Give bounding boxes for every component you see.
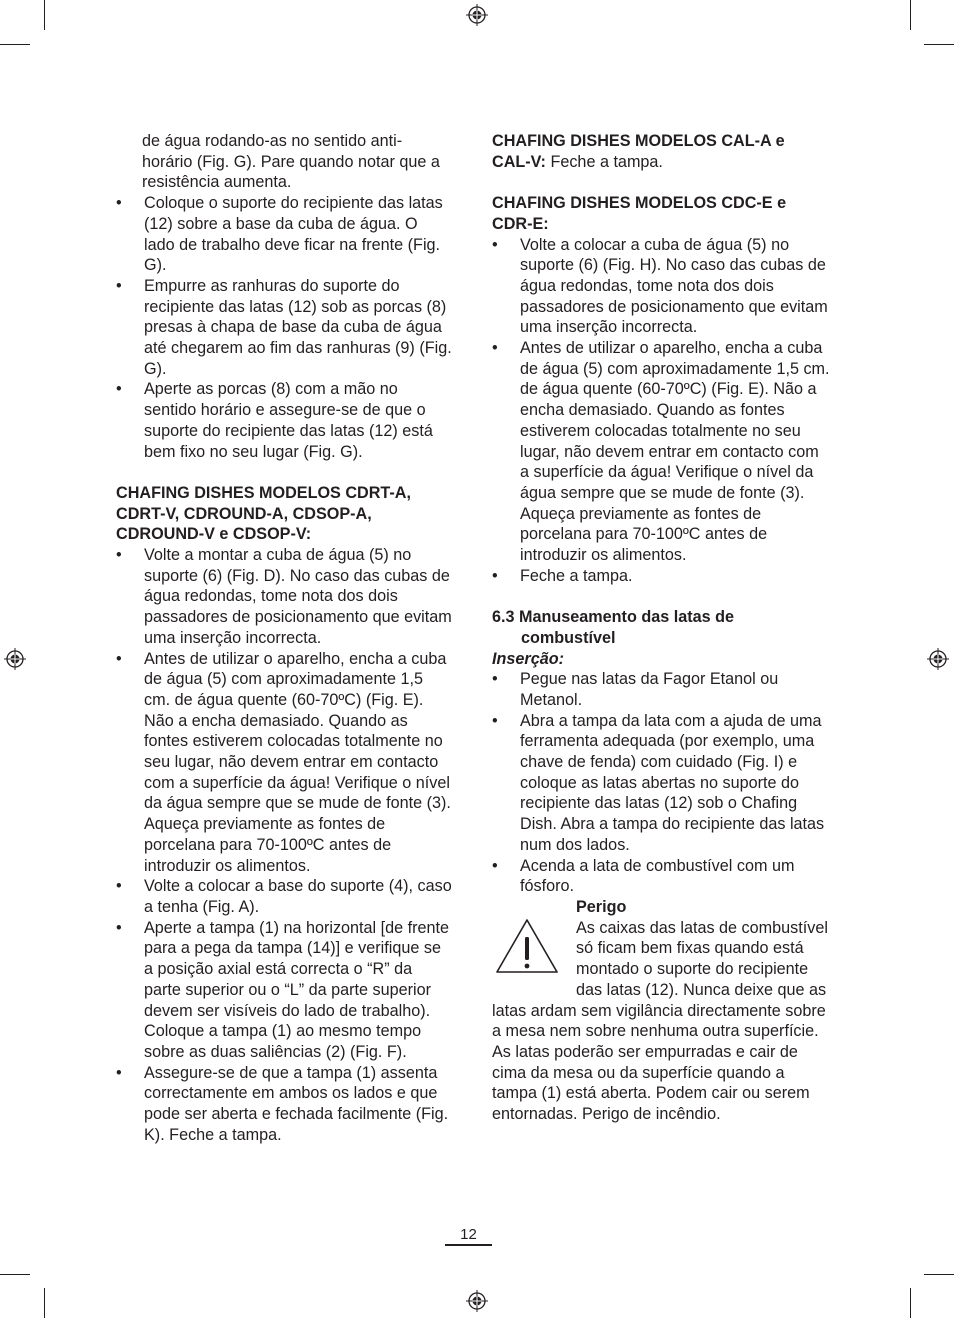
bullet: • bbox=[492, 566, 498, 585]
warning-text: As caixas das latas de combustível só ficam bem fixas quando está montado o suporte do recipiente das latas (12). Nunca deixe que as latas ardam sem vigilância directamente sobre a mesa nem sobre nenhuma outra superfície. As latas poderão ser empurradas e cair de cima da mesa ou da superfície quando a tampa (1) está aberta. Podem cair ou serem entornadas. Perigo de incêndio. bbox=[492, 918, 828, 1124]
registration-mark-icon bbox=[927, 648, 949, 670]
list-item: • Volte a colocar a cuba de água (5) no suporte (6) (Fig. H). No caso das cubas de água redondas, tome nota dos dois passadores de posicionamento que evitam uma inserção incorrecta. bbox=[492, 235, 828, 337]
cal-text: Feche a tampa. bbox=[545, 152, 663, 171]
list-item: • Acenda a lata de combustível com um fósforo. bbox=[492, 856, 795, 896]
warning-block bbox=[492, 897, 830, 1125]
list-item: • Volte a colocar a base do suporte (4), caso a tenha (Fig. A). bbox=[116, 877, 452, 916]
crop-mark bbox=[910, 0, 911, 30]
list-item: • Antes de utilizar o aparelho, encha a cuba de água (5) com aproximadamente 1,5 cm. de água quente (60-70ºC) (Fig. E). Não a encha demasiado. Quando as fontes estiverem colocadas totalmente no seu lugar, não devem entrar em contacto com a superfície da água! Verifique o nível da água sempre que se mude de fonte (3). Aqueça previamente as fontes de porcelana para 70-100ºC antes de introduzir os alimentos. bbox=[492, 339, 830, 565]
section-heading: CHAFING DISHES MODELOS CDRT-A, CDRT-V, CDROUND-A, CDSOP-A, CDROUND-V e CDSOP-V: bbox=[116, 483, 411, 544]
left-column bbox=[116, 131, 452, 1145]
list-item: • Empurre as ranhuras do suporte do recipiente das latas (12) sob as porcas (8) presas à chapa de base da cuba de água até chegarem ao fim das ranhuras (9) (Fig. G). bbox=[116, 276, 452, 378]
bullet: • bbox=[116, 649, 122, 668]
warning-title: Perigo bbox=[576, 897, 627, 916]
bullet: • bbox=[492, 339, 498, 358]
registration-mark-icon bbox=[466, 4, 488, 26]
bullet: • bbox=[116, 194, 122, 213]
cal-paragraph bbox=[492, 131, 830, 172]
crop-mark bbox=[44, 1288, 45, 1318]
list-item: • Aperte as porcas (8) com a mão no sentido horário e assegure-se de que o suporte do recipiente das latas (12) está bem fixo no seu lugar (Fig. G). bbox=[116, 380, 433, 461]
bullet: • bbox=[116, 877, 122, 896]
list-item: • Assegure-se de que a tampa (1) assenta correctamente em ambos os lados e que pode ser aberta e fechada facilmente (Fig. K). Feche a tampa. bbox=[116, 1063, 449, 1144]
bullet: • bbox=[492, 235, 498, 254]
list-item: • Antes de utilizar o aparelho, encha a cuba de água (5) com aproximadamente 1,5 cm. de água quente (60-70ºC) (Fig. E). Não a encha demasiado. Quando as fontes estiverem colocadas totalmente no seu lugar, não devem entrar em contacto com a superfície da água! Verifique o nível da água sempre que se mude de fonte (3). Aqueça previamente as fontes de porcelana para 70-100ºC antes de introduzir os alimentos. bbox=[116, 649, 451, 875]
bullet: • bbox=[492, 670, 498, 689]
page-number: 12 bbox=[460, 1226, 477, 1243]
bullet: • bbox=[492, 711, 498, 730]
bullet: • bbox=[116, 1063, 122, 1082]
bullet: • bbox=[492, 856, 498, 875]
bullet: • bbox=[116, 918, 122, 937]
list-item: • Feche a tampa. bbox=[492, 566, 633, 585]
bullet: • bbox=[116, 276, 122, 295]
list-item: • Coloque o suporte do recipiente das latas (12) sobre a base da cuba de água. O lado de trabalho deve ficar na frente (Fig. G). bbox=[116, 194, 443, 275]
spacer bbox=[492, 586, 830, 607]
subheading: Inserção: bbox=[492, 649, 564, 668]
list-item: • Abra a tampa da lata com a ajuda de uma ferramenta adequada (por exemplo, uma chave de fenda) com cuidado (Fig. I) e coloque as latas abertas no suporte do recipiente das latas (12) sob o Chafing Dish. Abra a tampa do recipiente das latas num dos lados. bbox=[492, 711, 825, 854]
registration-mark-icon bbox=[466, 1290, 488, 1312]
warning-triangle-icon bbox=[494, 917, 560, 975]
list-item: • Pegue nas latas da Fagor Etanol ou Metanol. bbox=[492, 670, 779, 709]
crop-mark bbox=[0, 44, 30, 45]
crop-mark bbox=[0, 1274, 30, 1275]
registration-mark-icon bbox=[4, 648, 26, 670]
section-heading: 6.3 Manuseamento das latas de combustível bbox=[492, 608, 735, 647]
right-column bbox=[492, 131, 830, 1125]
crop-mark bbox=[924, 1274, 954, 1275]
list-item: • Volte a montar a cuba de água (5) no suporte (6) (Fig. D). No caso das cubas de água redondas, tome nota dos dois passadores de posicionamento que evitam uma inserção incorrecta. bbox=[116, 546, 452, 647]
section-heading: CHAFING DISHES MODELOS CDC-E e CDR-E: bbox=[492, 194, 787, 233]
crop-mark bbox=[44, 0, 45, 30]
crop-mark bbox=[910, 1288, 911, 1318]
crop-mark bbox=[924, 44, 954, 45]
spacer bbox=[116, 462, 452, 483]
list-item: • Aperte a tampa (1) na horizontal [de frente para a pega da tampa (14)] e verifique se a posição axial está correcta o “R” da parte superior ou o “L” da parte superior devem ser visíveis do lado de trabalho). Coloque a tampa (1) ao mesmo tempo sobre as duas saliências (2) (Fig. F). bbox=[116, 918, 450, 1061]
cal-heading: CHAFING DISHES MODELOS CAL-A e CAL-V: bbox=[492, 132, 785, 171]
bullet: • bbox=[116, 380, 122, 399]
bullet: • bbox=[116, 546, 122, 565]
spacer bbox=[492, 172, 830, 193]
continuation-text: de água rodando-as no sentido anti-horário (Fig. G). Pare quando notar que a resistência aumenta. bbox=[142, 132, 440, 192]
page-number-rule bbox=[445, 1244, 492, 1246]
